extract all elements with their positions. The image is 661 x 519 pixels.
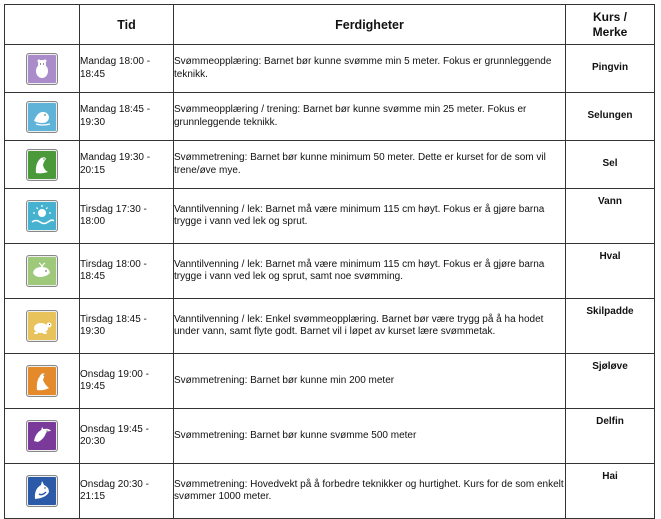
kurs-cell: Skilpadde	[566, 299, 655, 354]
tid-cell: Tirsdag 17:30 - 18:00	[80, 189, 174, 244]
table-row	[5, 409, 655, 464]
ferdigheter-cell: Svømmetrening: Barnet bør kunne min 200 meter	[174, 354, 566, 409]
tid-cell: Tirsdag 18:45 - 19:30	[80, 299, 174, 354]
ferdigheter-cell: Vanntilvenning / lek: Barnet må være minimum 115 cm høyt. Fokus er å gjøre barna trygge i vann ved lek og sprut.	[174, 189, 566, 244]
sun-water-badge-icon	[26, 200, 58, 232]
polar-bear-badge-icon	[26, 53, 58, 85]
ferdigheter-cell: Svømmetrening: Hovedvekt på å forbedre teknikker og hurtighet. Kurs for de som enkelt svømmer 1000 meter.	[174, 464, 566, 519]
kurs-cell: Hval	[566, 244, 655, 299]
table-row	[5, 244, 655, 299]
orca-badge-icon	[26, 475, 58, 507]
table-row	[5, 189, 655, 244]
ferdigheter-cell: Svømmeopplæring: Barnet bør kunne svømme min 5 meter. Fokus er grunnleggende teknikk.	[174, 45, 566, 93]
tid-cell: Mandag 18:45 - 19:30	[80, 93, 174, 141]
table-row	[5, 45, 655, 93]
kurs-cell: Hai	[566, 464, 655, 519]
kurs-cell: Pingvin	[566, 45, 655, 93]
table-row	[5, 299, 655, 354]
seal-pup-badge-icon	[26, 101, 58, 133]
ferdigheter-cell: Svømmetrening: Barnet bør kunne svømme 500 meter	[174, 409, 566, 464]
table-row	[5, 354, 655, 409]
tid-cell: Mandag 19:30 - 20:15	[80, 141, 174, 189]
ferdigheter-cell: Vanntilvenning / lek: Barnet må være minimum 115 cm høyt. Fokus er å gjøre barna trygge i vann ved lek og sprut, samt noe svømming.	[174, 244, 566, 299]
sea-lion-badge-icon	[26, 365, 58, 397]
whale-badge-icon	[26, 255, 58, 287]
seal-badge-icon	[26, 149, 58, 181]
header-row	[5, 5, 655, 45]
header-ferdigheter: Ferdigheter	[174, 5, 566, 45]
header-badge-cell	[5, 5, 80, 45]
ferdigheter-cell: Vanntilvenning / lek: Enkel svømmeopplæring. Barnet bør være trygg på å ha hodet under vann, samt flyte godt. Barnet vil i løpet av kurset lære svømmetak.	[174, 299, 566, 354]
kurs-cell: Delfin	[566, 409, 655, 464]
tid-cell: Onsdag 19:00 - 19:45	[80, 354, 174, 409]
kurs-cell: Vann	[566, 189, 655, 244]
header-kurs-line1: Kurs /	[592, 9, 627, 24]
kurs-cell: Sjøløve	[566, 354, 655, 409]
tid-cell: Tirsdag 18:00 - 18:45	[80, 244, 174, 299]
table-row	[5, 464, 655, 519]
dolphin-badge-icon	[26, 420, 58, 452]
tid-cell: Onsdag 19:45 - 20:30	[80, 409, 174, 464]
ferdigheter-cell: Svømmeopplæring / trening: Barnet bør kunne svømme min 25 meter. Fokus er grunnleggende teknikk.	[174, 93, 566, 141]
kurs-cell: Selungen	[566, 93, 655, 141]
tid-cell: Onsdag 20:30 - 21:15	[80, 464, 174, 519]
ferdigheter-cell: Svømmetrening: Barnet bør kunne minimum 50 meter. Dette er kurset for de som vil trene/øve mye.	[174, 141, 566, 189]
header-kurs-merke	[566, 5, 655, 45]
swim-schedule-table	[4, 4, 655, 519]
kurs-cell: Sel	[566, 141, 655, 189]
table-row	[5, 141, 655, 189]
tid-cell: Mandag 18:00 - 18:45	[80, 45, 174, 93]
header-tid: Tid	[80, 5, 174, 45]
turtle-badge-icon	[26, 310, 58, 342]
table-row	[5, 93, 655, 141]
header-kurs-line2: Merke	[592, 24, 628, 39]
